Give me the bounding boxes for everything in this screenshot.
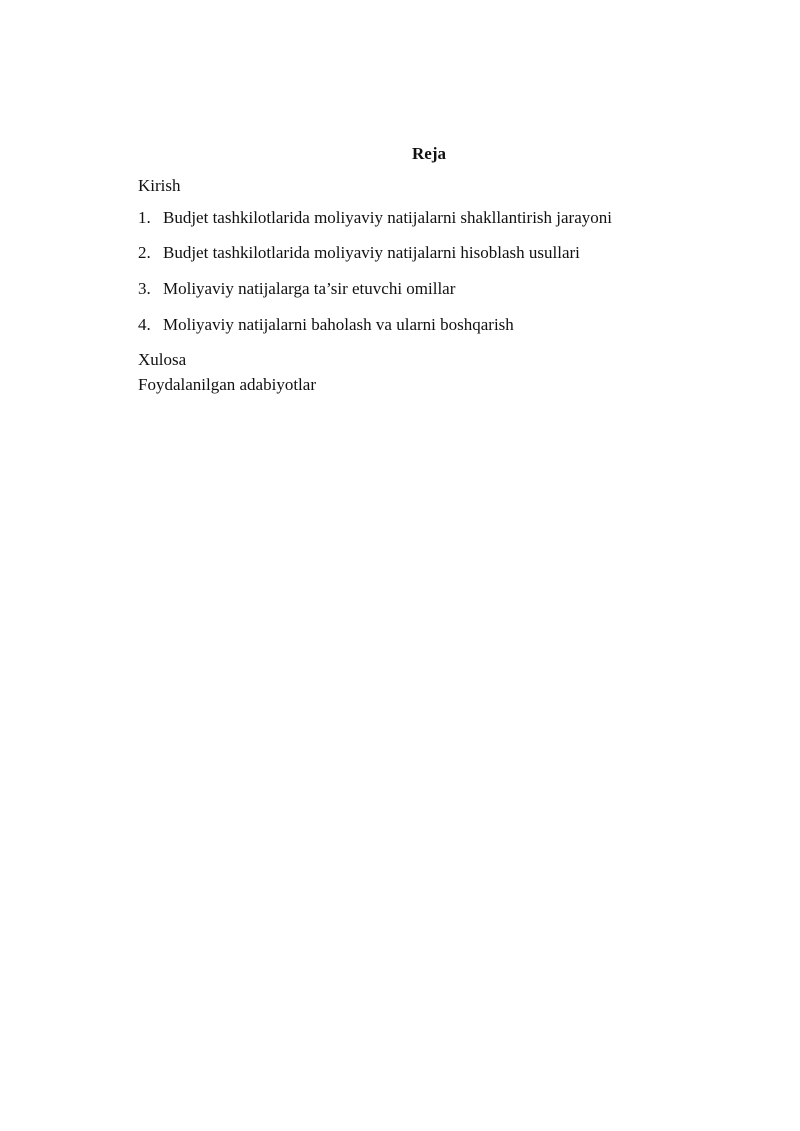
list-item-text: Moliyaviy natijalarni baholash va ularni boshqarish — [163, 315, 514, 334]
list-item-text: Moliyaviy natijalarga ta’sir etuvchi omillar — [163, 279, 456, 298]
list-item — [138, 242, 580, 264]
page-title: Reja — [412, 144, 446, 163]
list-item-number: 3. — [138, 279, 151, 298]
list-item-number: 1. — [138, 208, 151, 227]
conclusion-line: Xulosa — [138, 350, 187, 369]
list-item-text: Budjet tashkilotlarida moliyaviy natijalarni shakllantirish jarayoni — [163, 208, 612, 227]
references-line: Foydalanilgan adabiyotlar — [138, 375, 316, 394]
intro-line: Kirish — [138, 176, 181, 195]
list-item-text: Budjet tashkilotlarida moliyaviy natijalarni hisoblash usullari — [163, 243, 580, 262]
list-item-number: 4. — [138, 315, 151, 334]
list-item — [138, 314, 514, 336]
list-item — [138, 207, 612, 229]
list-item-number: 2. — [138, 243, 151, 262]
list-item — [138, 278, 455, 300]
